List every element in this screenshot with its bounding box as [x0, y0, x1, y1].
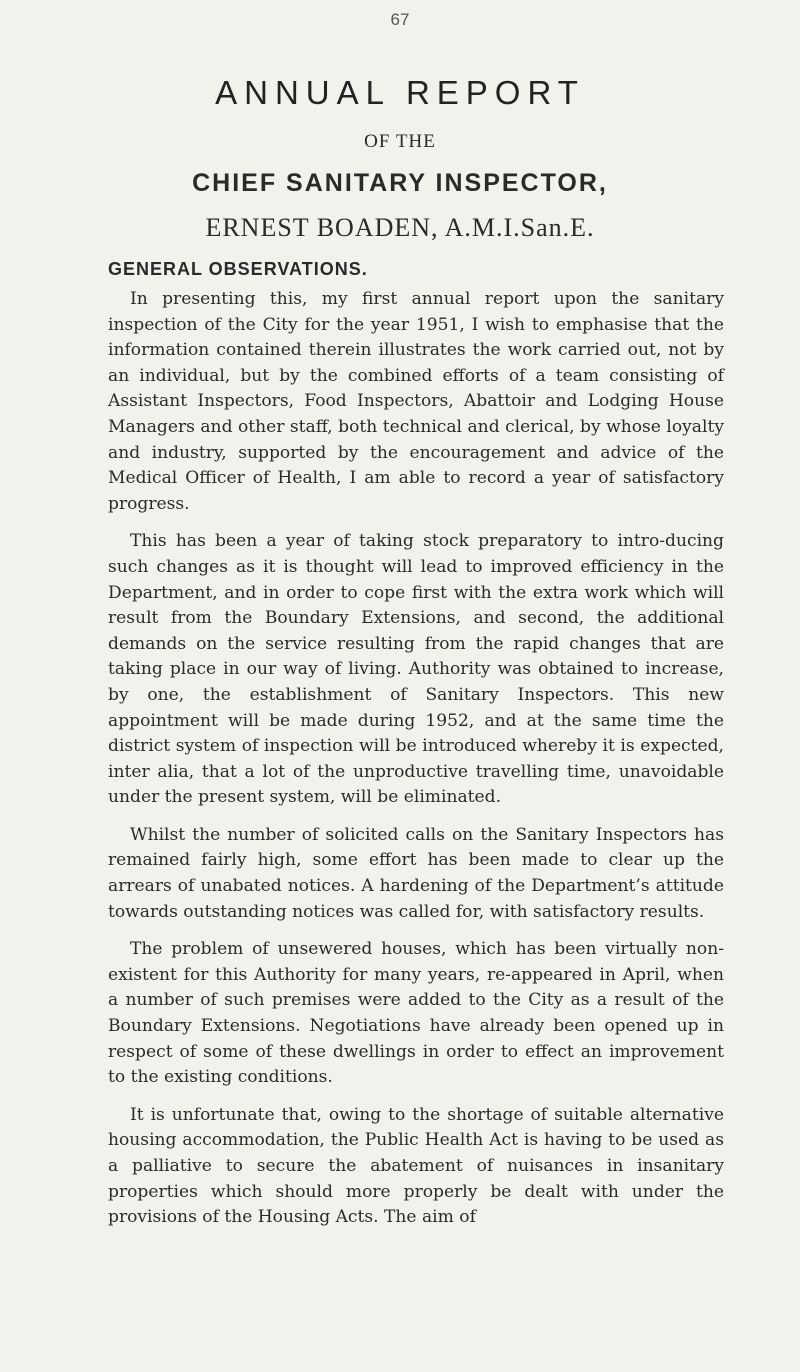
report-subtitle: OF THE: [364, 131, 436, 152]
paragraph: Whilst the number of solicited calls on the Sanitary Inspectors has remained fairly high, some effort has been made to clear up the arrears of unabated notices. A hardening of the Department’s attitude towards outstanding notices was called for, with satisfactory results.: [108, 824, 724, 922]
section-heading: GENERAL OBSERVATIONS.: [108, 259, 368, 279]
report-body: [108, 287, 724, 1243]
paragraph: It is unfortunate that, owing to the shortage of suitable alternative housing accommodation, the Public Health Act is having to be used as a palliative to secure the abatement of nuisances in insanitary properties which should more properly be dealt with under the provisions of the Housing Acts. The aim of: [108, 1104, 724, 1228]
inspector-heading: CHIEF SANITARY INSPECTOR,: [192, 169, 608, 197]
report-title: ANNUAL REPORT: [215, 74, 585, 111]
paragraph: The problem of unsewered houses, which has been virtually non-existent for this Authority for many years, re-appeared in April, when a number of such premises were added to the City as a result of the Boundary Extensions. Negotiations have already been opened up in respect of some of these dwellings in order to effect an improvement to the existing conditions.: [108, 939, 724, 1088]
paragraph: In presenting this, my first annual report upon the sanitary inspection of the City for the year 1951, I wish to emphasise that the information contained therein illustrates the work carried out, not by an individual, but by the combined efforts of a team consisting of Assistant Inspectors, Food Inspectors, Abattoir and Lodging House Managers and other staff, both technical and clerical, by whose loyalty and industry, supported by the encouragement and advice of the Medical Officer of Health, I am able to record a year of satisfactory progress.: [108, 289, 724, 514]
inspector-name: ERNEST BOADEN, A.M.I.San.E.: [205, 213, 595, 242]
page-number: 67: [390, 10, 410, 29]
paragraph: This has been a year of taking stock preparatory to intro-ducing such changes as it is thought will lead to improved efficiency in the Department, and in order to cope first with the extra work which will result from the Boundary Extensions, and second, the additional demands on the service resulting from the rapid changes that are taking place in our way of living. Authority was obtained to increase, by one, the establishment of Sanitary Inspectors. This new appointment will be made during 1952, and at the same time the district system of inspection will be introduced whereby it is expected, inter alia, that a lot of the unproductive travelling time, unavoidable under the present system, will be eliminated.: [108, 531, 724, 808]
